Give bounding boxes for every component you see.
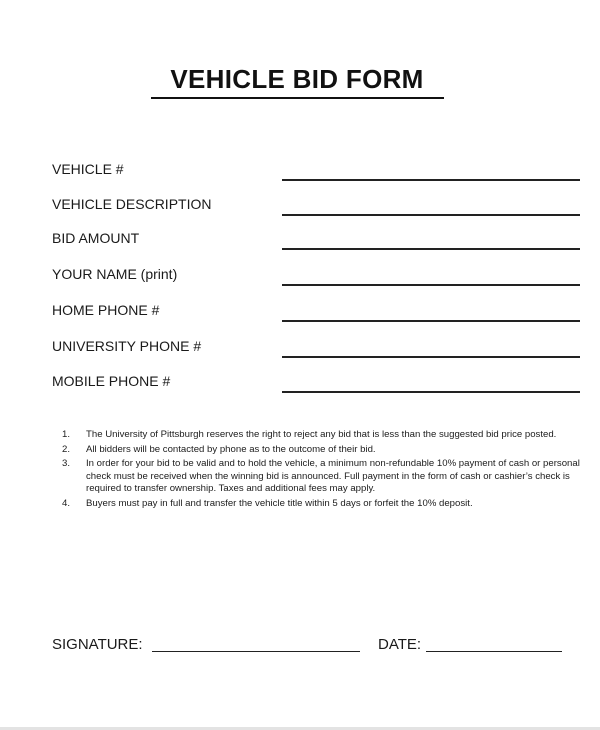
terms-list	[62, 429, 582, 513]
field-label: BID AMOUNT	[52, 230, 140, 246]
field-label: VEHICLE DESCRIPTION	[52, 196, 212, 212]
field-home-phone[interactable]	[52, 301, 582, 325]
title-underline	[151, 97, 444, 99]
list-item	[62, 458, 582, 496]
field-university-phone[interactable]	[52, 337, 582, 361]
field-your-name[interactable]	[52, 265, 582, 289]
field-mobile-phone[interactable]	[52, 372, 582, 396]
item-number: 4.	[62, 497, 71, 509]
field-bid-amount[interactable]	[52, 229, 582, 253]
item-text: The University of Pittsburgh reserves the right to reject any bid that is less than the suggested bid price posted.	[86, 429, 557, 440]
blank-line[interactable]	[282, 248, 580, 250]
field-label: YOUR NAME (print)	[52, 266, 178, 282]
field-vehicle-description[interactable]	[52, 195, 582, 219]
item-text: Buyers must pay in full and transfer the vehicle title within 5 days or forfeit the 10% deposit.	[86, 497, 473, 509]
item-number: 2.	[62, 443, 71, 455]
item-number: 1.	[62, 429, 71, 440]
field-label: VEHICLE #	[52, 161, 124, 177]
blank-line[interactable]	[282, 284, 580, 286]
blank-line[interactable]	[282, 320, 580, 322]
signature-line[interactable]	[152, 651, 360, 652]
field-vehicle-number[interactable]	[52, 160, 582, 184]
date-label: DATE:	[378, 636, 422, 653]
date-line[interactable]	[426, 651, 562, 652]
blank-line[interactable]	[282, 214, 580, 216]
form-title: VEHICLE BID FORM	[170, 64, 424, 94]
item-text: In order for your bid to be valid and to hold the vehicle, a minimum non-refundable 10% payment of cash or personal check must be received when the winning bid is announced. Full payment in the form of cash or cashier’s check is required to transfer ownership. Taxes and additional fees may apply.	[86, 458, 580, 495]
blank-line[interactable]	[282, 179, 580, 181]
field-label: UNIVERSITY PHONE #	[52, 338, 202, 354]
field-label: MOBILE PHONE #	[52, 373, 171, 389]
list-item	[62, 498, 582, 511]
list-item	[62, 429, 582, 442]
field-label: HOME PHONE #	[52, 302, 160, 318]
signature-label: SIGNATURE:	[52, 636, 143, 653]
list-item	[62, 444, 582, 457]
item-text: All bidders will be contacted by phone as to the outcome of their bid.	[86, 443, 376, 455]
blank-line[interactable]	[282, 356, 580, 358]
blank-line[interactable]	[282, 391, 580, 393]
item-number: 3.	[62, 458, 71, 470]
signature-row	[52, 636, 582, 656]
